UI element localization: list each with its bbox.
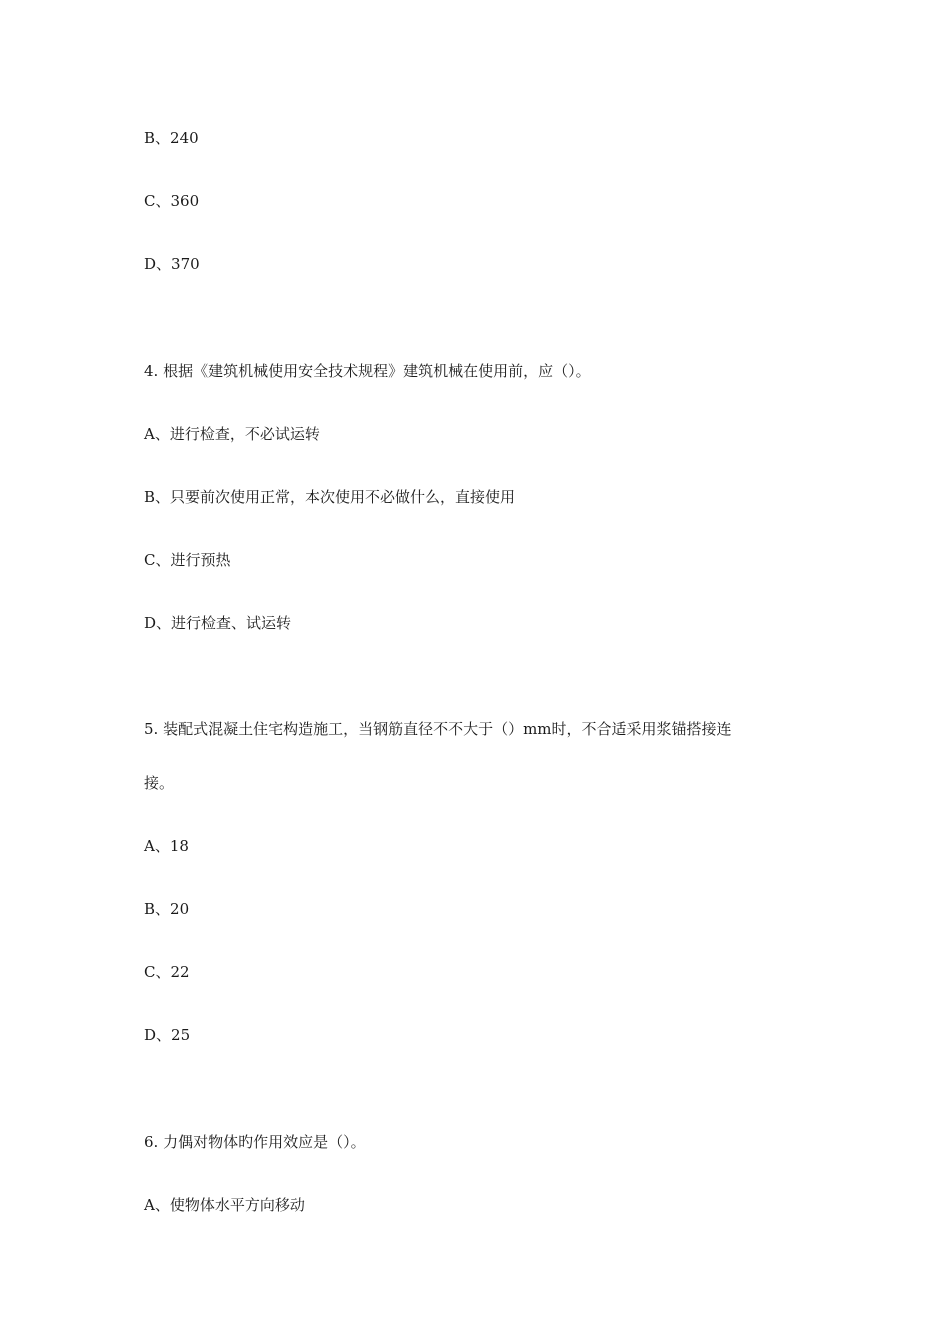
question-stem: 6. 力偶对物体旳作用效应是（）。: [144, 1133, 366, 1151]
option-c: C、22: [144, 963, 190, 981]
option-b: B、20: [144, 900, 190, 918]
option-c: C、360: [144, 192, 200, 210]
option-a: A、使物体水平方向移动: [144, 1196, 305, 1214]
option-a: A、18: [144, 837, 189, 855]
option-b: B、只要前次使用正常，本次使用不必做什么，直接使用: [144, 488, 516, 506]
question-stem-line-2: 接。: [144, 774, 175, 792]
question-stem: 4. 根据《建筑机械使用安全技术规程》建筑机械在使用前，应（）。: [144, 362, 591, 380]
option-d: D、370: [144, 255, 200, 273]
question-stem-line-1: 5. 装配式混凝土住宅构造施工，当钢筋直径不不大于（）mm时，不合适采用浆锚搭接连: [144, 720, 732, 738]
option-d: D、25: [144, 1026, 191, 1044]
option-d: D、进行检查、试运转: [144, 614, 292, 632]
option-c: C、进行预热: [144, 551, 231, 569]
option-a: A、进行检查，不必试运转: [144, 425, 320, 443]
option-b: B、240: [144, 129, 199, 147]
